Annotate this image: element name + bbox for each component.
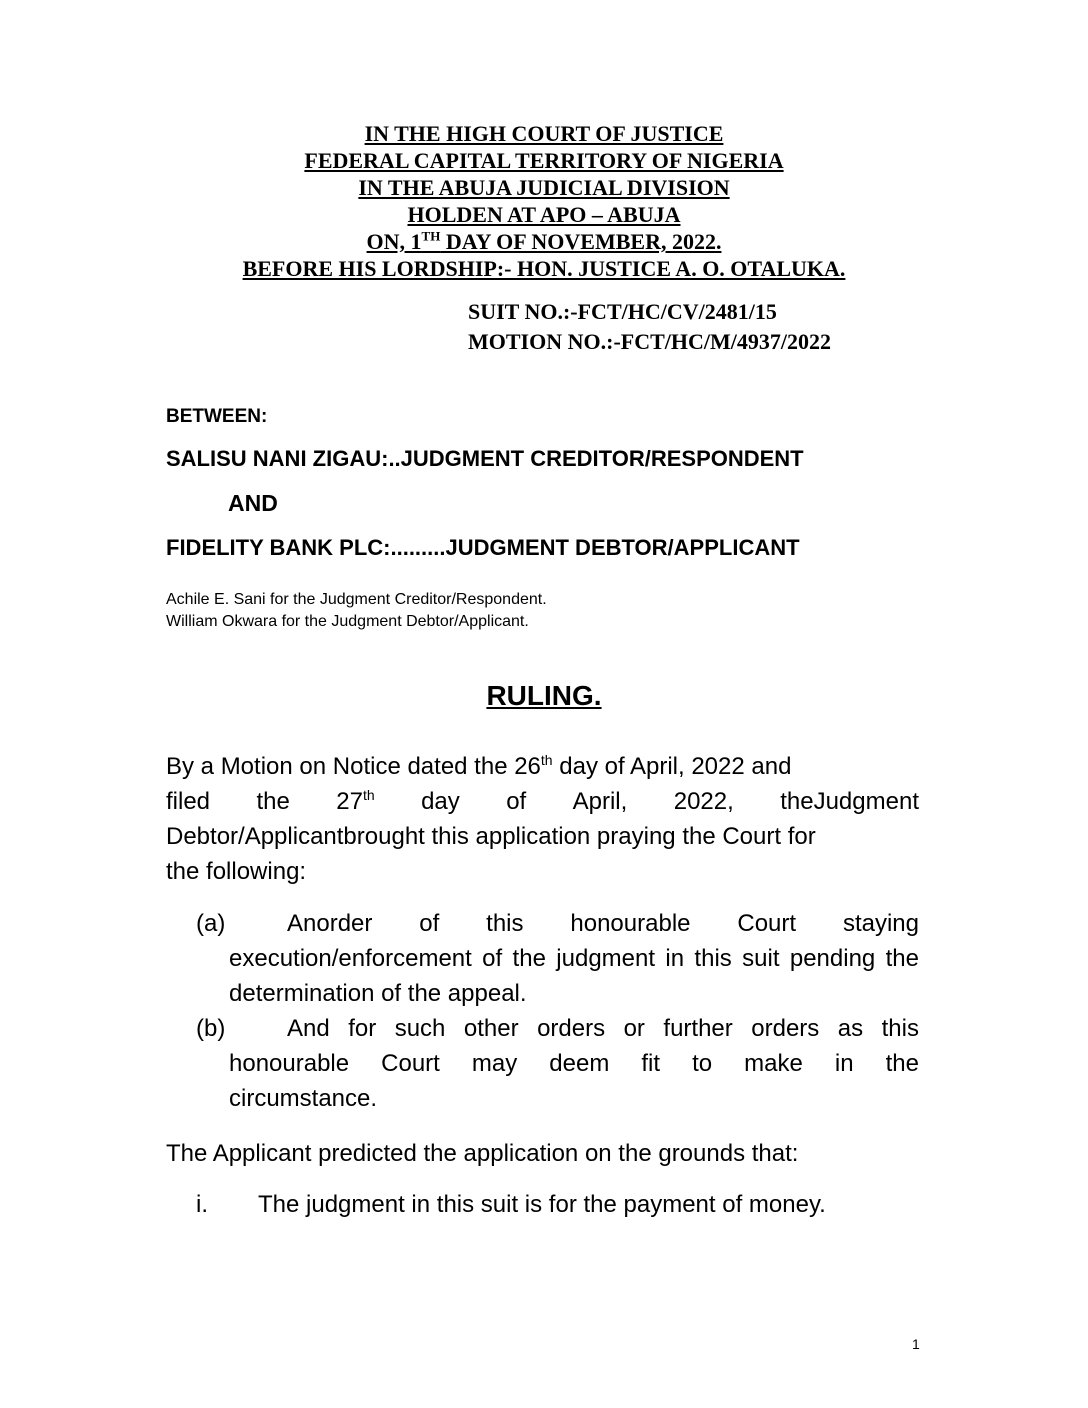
word: honourable — [570, 910, 691, 937]
suit-number: SUIT NO.:-FCT/HC/CV/2481/15 — [468, 299, 777, 324]
word: 2022, — [673, 788, 734, 815]
word: Court — [381, 1050, 440, 1077]
ordinal-suffix: th — [540, 752, 553, 768]
word: of — [506, 788, 527, 815]
header-line-holden: HOLDEN AT APO – ABUJA — [407, 202, 681, 227]
header-date-ordinal: TH — [421, 228, 441, 244]
word: fit — [641, 1050, 661, 1077]
word: further — [663, 1015, 733, 1042]
header-line-court: IN THE HIGH COURT OF JUSTICE — [364, 121, 724, 146]
counsel-creditor: Achile E. Sani for the Judgment Creditor/Respondent. — [166, 591, 547, 608]
word: orders — [537, 1015, 606, 1042]
between-label: BETWEEN: — [166, 406, 268, 427]
court-header — [0, 120, 1088, 282]
item-marker: (a) — [196, 910, 226, 937]
word: other — [463, 1015, 519, 1042]
header-line-date — [367, 229, 722, 254]
word: honourable — [229, 1050, 350, 1077]
word: for — [348, 1015, 377, 1042]
paragraph-grounds: The Applicant predicted the application on the grounds that: — [166, 1140, 799, 1167]
text-run: day of April, 2022 and — [552, 753, 792, 780]
word: as — [837, 1015, 864, 1042]
word: of — [419, 910, 440, 937]
prayer-item-b — [166, 1011, 919, 1116]
paragraph-line — [166, 784, 919, 819]
ground-text: The judgment in this suit is for the payment of money. — [258, 1191, 826, 1218]
word: to — [692, 1050, 713, 1077]
word: in — [834, 1050, 854, 1077]
word: the — [885, 1050, 919, 1077]
paragraph-line: Debtor/Applicantbrought this application praying the Court for — [166, 823, 816, 850]
header-line-judge: BEFORE HIS LORDSHIP:- HON. JUSTICE A. O. OTALUKA. — [242, 256, 846, 281]
suit-numbers — [468, 297, 831, 357]
text-run: By a Motion on Notice dated the 26 — [166, 753, 541, 780]
header-date-suffix: DAY OF NOVEMBER, 2022. — [440, 229, 722, 254]
word: staying — [842, 910, 919, 937]
word: filed — [166, 788, 211, 815]
word: Anorder — [287, 910, 373, 937]
page-number: 1 — [912, 1336, 920, 1352]
paragraph-line — [166, 749, 919, 784]
item-first-line — [229, 906, 919, 941]
word: may — [471, 1050, 518, 1077]
ruling-title: RULING. — [486, 680, 602, 711]
word: make — [744, 1050, 803, 1077]
word: such — [394, 1015, 446, 1042]
prayer-item-a — [166, 906, 919, 1011]
word: deem — [549, 1050, 610, 1077]
prayer-list — [166, 906, 919, 1116]
header-line-division: IN THE ABUJA JUDICIAL DIVISION — [358, 175, 730, 200]
word: 27 — [336, 788, 363, 815]
paragraph-line: the following: — [166, 858, 307, 885]
party-creditor: SALISU NANI ZIGAU:..JUDGMENT CREDITOR/RESPONDENT — [166, 446, 804, 471]
word: the — [256, 788, 290, 815]
item-first-line — [229, 1011, 919, 1046]
word: theJudgment — [780, 788, 919, 815]
word: April, — [572, 788, 628, 815]
and-label: AND — [228, 490, 278, 516]
word: Court — [737, 910, 797, 937]
counsel-debtor: William Okwara for the Judgment Debtor/Applicant. — [166, 613, 529, 630]
item-rest: execution/enforcement of the judgment in this suit pending the determination of the appeal. — [229, 945, 919, 1007]
ordinal-suffix: th — [362, 787, 375, 803]
word: And — [287, 1015, 330, 1042]
item-marker: (b) — [196, 1015, 226, 1042]
header-date-prefix: ON, 1 — [366, 229, 422, 254]
motion-number: MOTION NO.:-FCT/HC/M/4937/2022 — [468, 329, 831, 354]
word: day — [421, 788, 460, 815]
word: this — [881, 1015, 919, 1042]
item-third-line: circumstance. — [229, 1085, 378, 1112]
item-second-line — [229, 1046, 919, 1081]
word: or — [623, 1015, 645, 1042]
word: this — [486, 910, 524, 937]
word: orders — [751, 1015, 820, 1042]
ground-marker: i. — [196, 1191, 208, 1218]
counsel-appearances — [166, 589, 547, 633]
party-debtor: FIDELITY BANK PLC:.........JUDGMENT DEBTOR/APPLICANT — [166, 535, 800, 560]
header-line-territory: FEDERAL CAPITAL TERRITORY OF NIGERIA — [304, 148, 784, 173]
paragraph-motion — [166, 749, 919, 889]
